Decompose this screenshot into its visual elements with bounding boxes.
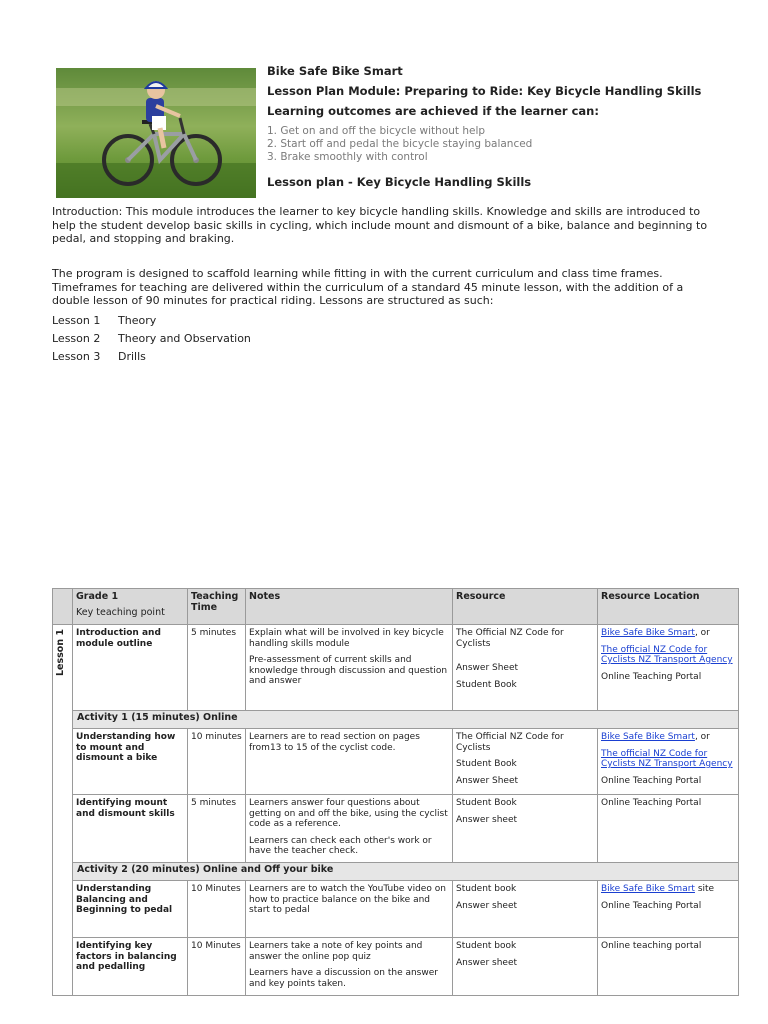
location-line [601,749,735,770]
resource-text: Answer Sheet [456,775,519,786]
table-row [53,938,739,996]
note-text: Learners have a discussion on the answer and key points taken. [249,968,438,989]
note-text: Learners are to watch the YouTube video on how to practice balance on the bike and start to pedal [249,884,446,915]
lesson-number: Lesson 2 [52,331,101,345]
link-suffix: , or [694,628,710,638]
resource-text: Student book [456,941,517,951]
time-cell: 10 Minutes [188,938,246,996]
key-point-cell: Understanding Balancing and Beginning to pedal [73,881,188,938]
outcome-item: 2. Start off and pedal the bicycle staying balanced [267,138,533,150]
lesson-plan-table [52,588,738,996]
notes-cell [246,625,453,711]
key-point-label: Key teaching point [76,606,165,618]
document-title: Bike Safe Bike Smart [267,64,403,78]
resource-text: Student Book [456,679,517,690]
lesson-structure-list [52,311,251,365]
resource-cell [453,881,598,938]
lesson-number: Lesson 3 [52,349,101,363]
key-point-cell: Understanding how to mount and dismount a bike [73,729,188,795]
table-row [53,729,739,795]
note-text: Pre-assessment of current skills and knowledge through discussion and question and answer [249,655,448,686]
location-text: Online Teaching Portal [601,775,702,786]
activity-label: Activity 2 (20 minutes) Online and Off your bike [73,863,739,881]
note-text: Learners take a note of key points and answer the online pop quiz [249,941,423,962]
activity-row [53,863,739,881]
bike-safe-link[interactable]: Bike Safe Bike Smart [601,884,695,894]
resource-text: The Official NZ Code for Cyclists [456,732,564,753]
lesson-row [52,347,251,365]
location-cell [598,729,739,795]
resource-text: Student Book [456,759,517,769]
program-paragraph: The program is designed to scaffold learning while fitting in with the current curriculum and class time frames. Timeframes for teaching are delivered within the curriculum of a standard 45 minute lesson, with the addition of a double lesson of 90 minutes for practical riding. Lessons are structured as such: [52,267,684,307]
module-title: Lesson Plan Module: Preparing to Ride: Key Bicycle Handling Skills [267,84,702,98]
location-line [601,884,735,895]
link-suffix: site [694,884,715,894]
activity-row [53,711,739,729]
key-point-cell: Introduction and module outline [73,625,188,711]
resource-text: Answer Sheet [456,663,519,673]
bike-safe-link[interactable]: Bike Safe Bike Smart [601,628,695,638]
location-cell [598,881,739,938]
location-cell [598,938,739,996]
notes-cell [246,729,453,795]
location-text: Online teaching portal [601,941,702,951]
nz-code-link[interactable]: The official NZ Code for Cyclists NZ Transport Agency [601,748,733,769]
location-text: Online Teaching Portal [601,671,702,682]
location-line [601,628,735,639]
note-text: Learners are to read section on pages from13 to 15 of the cyclist code. [249,732,420,753]
location-text: Online Teaching Portal [601,900,702,911]
resource-cell [453,729,598,795]
note-text: Learners can check each other's work or have the teacher check. [249,835,432,856]
location-line [601,732,735,743]
resource-text: Answer sheet [456,814,518,825]
lesson-side-label-cell [53,625,73,996]
notes-cell [246,881,453,938]
header-blank-cell [53,589,73,625]
resource-text: Answer sheet [456,900,518,911]
resource-text: The Official NZ Code for Cyclists [456,628,564,649]
lesson-name: Theory and Observation [118,331,251,345]
resource-text: Student Book [456,798,517,808]
table-row [53,881,739,938]
header-location: Resource Location [598,589,739,625]
location-line [601,645,735,666]
resource-text: Student book [456,884,517,894]
note-text: Learners answer four questions about getting on and off the bike, using the cyclist code as a reference. [249,798,448,829]
header-photo [56,68,256,198]
key-point-cell: Identifying mount and dismount skills [73,795,188,863]
lesson-plan-heading: Lesson plan - Key Bicycle Handling Skills [267,175,532,189]
time-cell: 5 minutes [188,795,246,863]
location-cell [598,795,739,863]
table-row [53,625,739,711]
header-grade [73,589,188,625]
notes-cell [246,795,453,863]
time-cell: 10 minutes [188,729,246,795]
outcome-item: 3. Brake smoothly with control [267,151,428,163]
outcomes-heading: Learning outcomes are achieved if the learner can: [267,104,599,118]
header-resource: Resource [453,589,598,625]
lesson-row [52,329,251,347]
nz-code-link[interactable]: The official NZ Code for Cyclists NZ Transport Agency [601,644,733,665]
resource-cell [453,795,598,863]
link-suffix: , or [694,732,710,742]
bike-safe-link[interactable]: Bike Safe Bike Smart [601,732,695,742]
lesson-name: Drills [118,349,146,363]
time-cell: 10 Minutes [188,881,246,938]
introduction-paragraph: Introduction: This module introduces the learner to key bicycle handling skills. Knowledge and skills are introduced to help the student develop basic skills in cycling, which include mount and dismount of a bike, balance and beginning to pedal, and stopping and braking. [52,205,708,245]
lesson-number: Lesson 1 [52,313,101,327]
outcome-item: 1. Get on and off the bicycle without help [267,125,486,137]
header-time: Teaching Time [188,589,246,625]
notes-cell [246,938,453,996]
cyclist-photo-icon [56,68,256,198]
key-point-cell: Identifying key factors in balancing and pedalling [73,938,188,996]
location-text: Online Teaching Portal [601,798,702,808]
time-cell: 5 minutes [188,625,246,711]
outcomes-list [267,125,747,164]
location-cell [598,625,739,711]
resource-cell [453,938,598,996]
table-header-row [53,589,739,625]
grade-label: Grade 1 [76,591,119,602]
note-text: Explain what will be involved in key bicycle handling skills module [249,628,444,649]
lesson-side-label: Lesson 1 [55,629,66,677]
resource-cell [453,625,598,711]
table-row [53,795,739,863]
activity-label: Activity 1 (15 minutes) Online [73,711,739,729]
lesson-name: Theory [118,313,157,327]
lesson-row [52,311,251,329]
header-text [267,63,747,190]
resource-text: Answer sheet [456,957,518,968]
header-notes: Notes [246,589,453,625]
